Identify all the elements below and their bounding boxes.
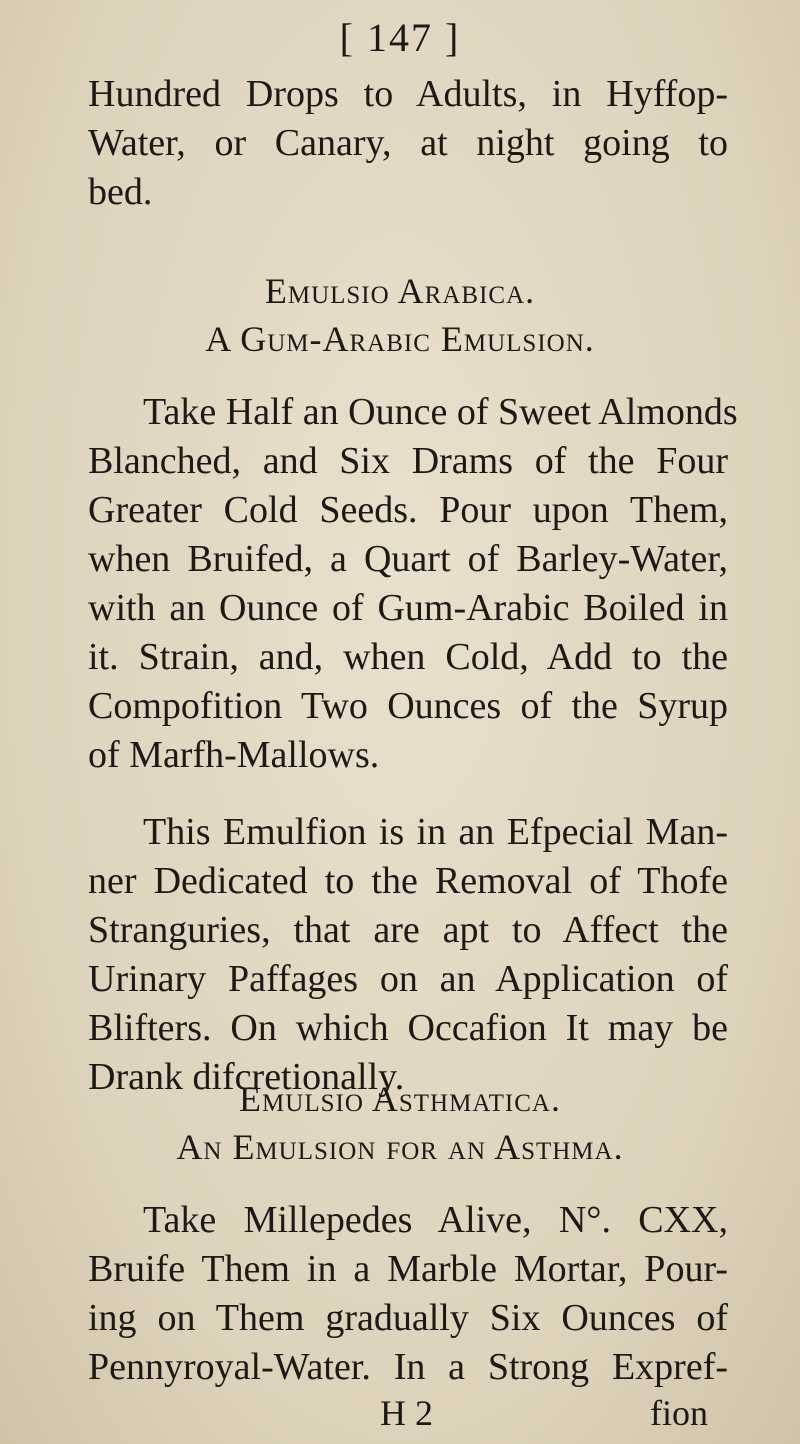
text-line: Take Millepedes Alive, N°. CXX, — [143, 1199, 728, 1241]
text-line: with an Ounce of Gum-Arabic Boiled in — [88, 587, 728, 629]
recipe-heading: Emulsio Asthmatica. — [239, 1079, 561, 1119]
text-line: This Emulfion is in an Efpecial Man- — [143, 811, 728, 853]
recipe-subheading: An Emulsion for an Asthma. — [176, 1127, 624, 1167]
recipe2-paragraph1 — [88, 1196, 728, 1392]
text-line: Compofition Two Ounces of the Syrup — [88, 685, 728, 727]
text-line: ner Dedicated to the Removal of Thofe — [88, 860, 728, 902]
text-line: Hundred Drops to Adults, in Hyffop- — [88, 73, 728, 115]
text-line: when Bruifed, a Quart of Barley-Water, — [88, 538, 728, 580]
text-line: Blanched, and Six Drams of the Four — [88, 440, 728, 482]
page-number: [ 147 ] — [339, 15, 461, 60]
recipe-subheading: A Gum-Arabic Emulsion. — [205, 319, 595, 359]
text-line: Drank difcretionally. — [88, 1056, 405, 1098]
recipe1-paragraph1 — [88, 388, 738, 780]
text-line: it. Strain, and, when Cold, Add to the — [88, 636, 728, 678]
catchword: fion — [650, 1393, 708, 1433]
text-line: Bruife Them in a Marble Mortar, Pour- — [88, 1248, 728, 1290]
text-line: of Marfh-Mallows. — [88, 734, 380, 776]
text-line: ing on Them gradually Six Ounces of — [88, 1297, 728, 1339]
text-line: Pennyroyal-Water. In a Strong Expref- — [88, 1346, 728, 1388]
recipe1-paragraph2 — [88, 808, 728, 1102]
text-line: Water, or Canary, at night going to — [88, 122, 728, 164]
text-line: Urinary Paffages on an Application of — [88, 958, 728, 1000]
text-line: Take Half an Ounce of Sweet Almonds — [143, 391, 738, 433]
text-line: Stranguries, that are apt to Affect the — [88, 909, 728, 951]
text-line: bed. — [88, 171, 153, 213]
signature-mark: H 2 — [380, 1393, 433, 1433]
text-line: Blifters. On which Occafion It may be — [88, 1007, 728, 1049]
intro-text — [88, 70, 728, 217]
text-line: Greater Cold Seeds. Pour upon Them, — [88, 489, 728, 531]
recipe-heading: Emulsio Arabica. — [264, 271, 536, 311]
